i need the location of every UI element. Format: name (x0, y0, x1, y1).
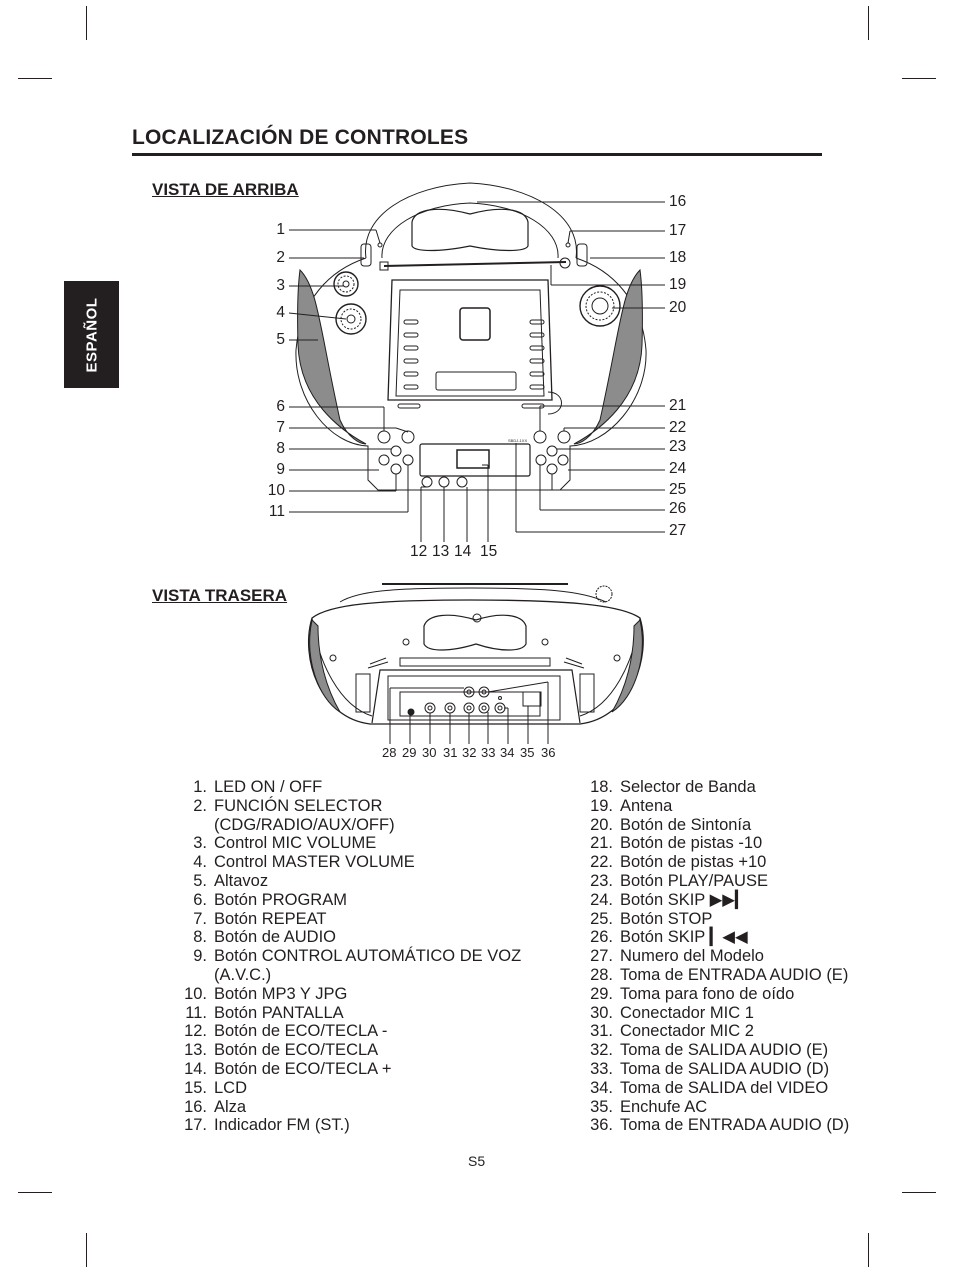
list-item: 17. Indicador FM (ST.) (184, 1116, 350, 1135)
callout-6: 6 (276, 398, 285, 415)
list-item: 5. Altavoz (193, 871, 269, 890)
list-item: 25. Botón STOP (590, 909, 713, 928)
list-item: 9. Botón CONTROL AUTOMÁTICO DE VOZ (193, 947, 522, 966)
crop-mark (86, 1233, 87, 1267)
list-item: 7. Botón REPEAT (193, 909, 327, 928)
callout-9: 9 (276, 461, 285, 478)
callout-11: 11 (268, 503, 285, 520)
list-item: 22. Botón de pistas +10 (590, 853, 767, 872)
callout-28: 28 (382, 745, 397, 760)
callout-33: 33 (481, 745, 496, 760)
rear-view-heading: VISTA TRASERA (152, 586, 288, 605)
list-item: 32. Toma de SALIDA AUDIO (E) (590, 1041, 829, 1060)
list-item: (CDG/RADIO/AUX/OFF) (214, 815, 395, 834)
top-view-heading: VISTA DE ARRIBA (152, 180, 299, 199)
list-item: 13. Botón de ECO/TECLA (184, 1041, 379, 1060)
list-item: 4. Control MASTER VOLUME (193, 853, 415, 872)
callout-20: 20 (669, 299, 687, 316)
list-item: 29. Toma para fono de oído (590, 984, 795, 1003)
callout-10: 10 (267, 482, 285, 499)
callout-24: 24 (669, 460, 687, 477)
controls-list-right (584, 778, 849, 1135)
list-item: 20. Botón de Sintonía (590, 815, 752, 834)
callout-2: 2 (276, 249, 285, 266)
list-item: 27. Numero del Modelo (590, 947, 764, 966)
top-view-diagram (0, 0, 954, 580)
list-item: 18. Selector de Banda (590, 778, 756, 796)
callout-27: 27 (669, 522, 687, 539)
list-item: 24. Botón SKIP ▶▶▎ (590, 890, 748, 909)
callout-15: 15 (480, 543, 498, 560)
callout-35: 35 (520, 745, 535, 760)
list-item: 3. Control MIC VOLUME (193, 834, 377, 853)
list-item: 28. Toma de ENTRADA AUDIO (E) (590, 965, 849, 984)
rear-view-diagram (0, 578, 954, 748)
list-item: 36. Toma de ENTRADA AUDIO (D) (590, 1116, 850, 1135)
list-item: 12. Botón de ECO/TECLA - (184, 1022, 388, 1041)
callout-8: 8 (276, 440, 285, 457)
callout-29: 29 (402, 745, 417, 760)
list-item: 6. Botón PROGRAM (193, 890, 347, 909)
callout-21: 21 (669, 397, 687, 414)
crop-mark (902, 1192, 936, 1193)
page-title: LOCALIZACIÓN DE CONTROLES (132, 126, 469, 149)
page-number: S5 (468, 1153, 486, 1169)
list-item: 35. Enchufe AC (590, 1097, 708, 1116)
callout-13: 13 (432, 543, 450, 560)
list-item: 31. Conectador MIC 2 (590, 1022, 754, 1041)
callout-18: 18 (669, 249, 687, 266)
list-item: 11. Botón PANTALLA (185, 1003, 344, 1022)
language-tab-label: ESPAÑOL (83, 297, 100, 372)
list-item: 23. Botón PLAY/PAUSE (590, 871, 768, 890)
list-item: 21. Botón de pistas -10 (590, 834, 763, 853)
list-item: 30. Conectador MIC 1 (590, 1003, 754, 1022)
crop-mark (18, 1192, 52, 1193)
callout-19: 19 (669, 276, 687, 293)
list-item: 15. LCD (184, 1078, 248, 1097)
callout-4: 4 (276, 304, 285, 321)
callout-26: 26 (669, 500, 687, 517)
list-item: 14. Botón de ECO/TECLA + (184, 1059, 392, 1078)
model-number-label: SBDJ-1XX (508, 438, 528, 443)
callout-14: 14 (454, 543, 472, 560)
callout-17: 17 (669, 222, 687, 239)
callout-31: 31 (443, 745, 458, 760)
callout-7: 7 (276, 419, 285, 436)
list-item: 34. Toma de SALIDA del VIDEO (590, 1078, 829, 1097)
callout-23: 23 (669, 438, 687, 455)
callout-30: 30 (422, 745, 437, 760)
callout-16: 16 (669, 193, 687, 210)
list-item: (A.V.C.) (214, 965, 272, 984)
list-item: 2. FUNCIÓN SELECTOR (193, 796, 383, 815)
callout-36: 36 (541, 745, 556, 760)
list-item: 16. Alza (184, 1097, 247, 1116)
callout-12: 12 (410, 543, 428, 560)
controls-list-left (175, 778, 521, 1135)
callout-22: 22 (669, 419, 687, 436)
callout-3: 3 (276, 277, 285, 294)
list-item: 26. Botón SKIP ▎◀◀ (590, 928, 748, 947)
list-item: 19. Antena (590, 796, 673, 815)
callout-1: 1 (276, 221, 285, 238)
callout-32: 32 (462, 745, 477, 760)
callout-5: 5 (276, 331, 285, 348)
list-item: 33. Toma de SALIDA AUDIO (D) (590, 1059, 830, 1078)
list-item: 10. Botón MP3 Y JPG (184, 984, 348, 1003)
list-item: 8. Botón de AUDIO (193, 928, 336, 947)
callout-25: 25 (669, 481, 687, 498)
callout-34: 34 (500, 745, 515, 760)
crop-mark (868, 1233, 869, 1267)
list-item: 1. LED ON / OFF (193, 778, 323, 796)
